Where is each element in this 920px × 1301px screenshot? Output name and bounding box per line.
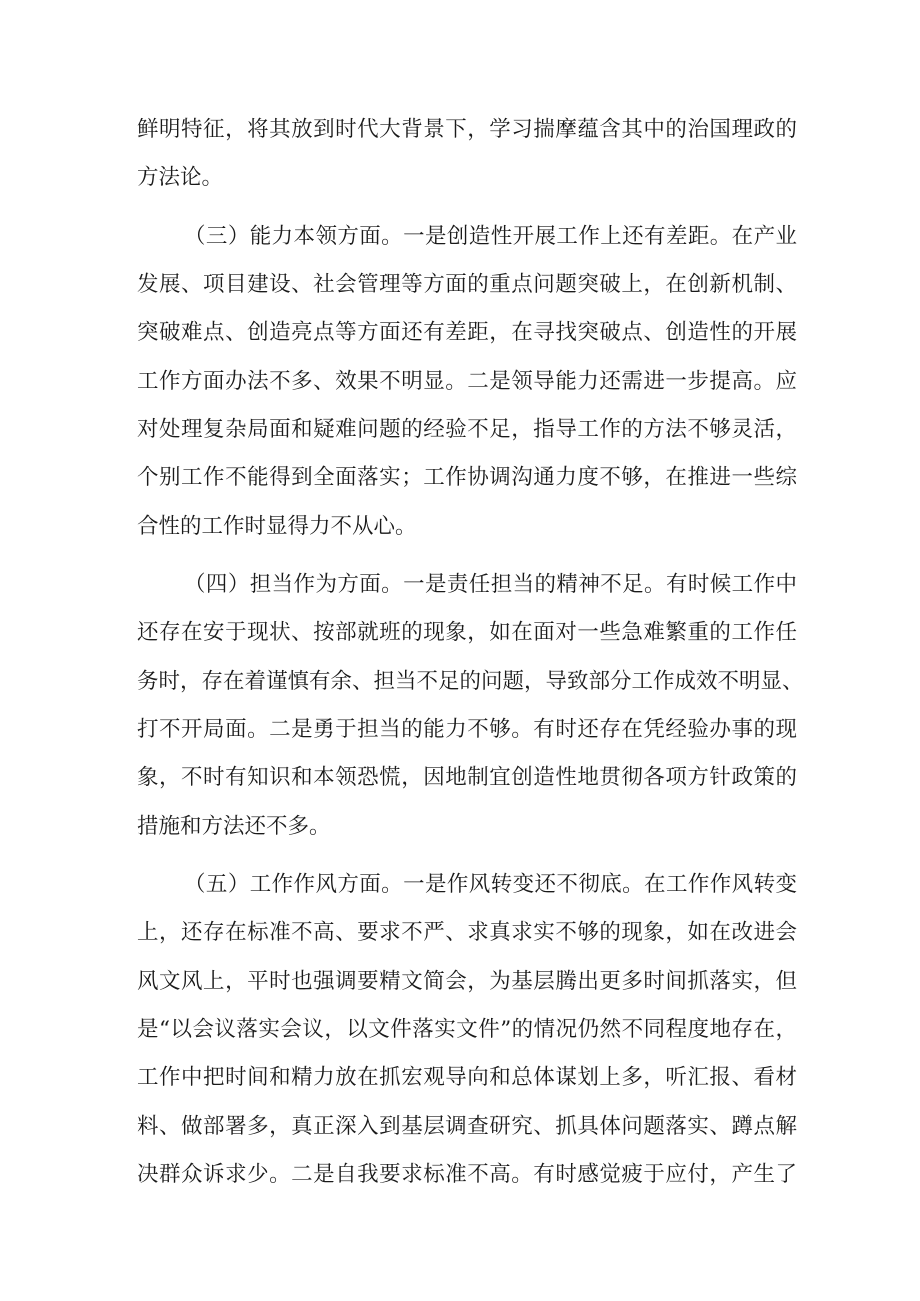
paragraph-line: 发展、项目建设、社会管理等方面的重点问题突破上，在创新机制、 [137,272,797,297]
paragraph-line: 个别工作不能得到全面落实；工作协调沟通力度不够，在推进一些综 [137,465,797,490]
paragraph-line: 工作中把时间和精力放在抓宏观导向和总体谋划上多，听汇报、看材 [137,1065,797,1090]
paragraph-line: 工作方面办法不多、效果不明显。二是领导能力还需进一步提高。应 [137,369,797,394]
paragraph-line: 还存在安于现状、按部就班的现象，如在面对一些急难繁重的工作任 [137,620,797,645]
paragraph-line: 打不开局面。二是勇于担当的能力不够。有时还存在凭经验办事的现 [137,717,797,742]
paragraph-line: 务时，存在着谨慎有余、担当不足的问题，导致部分工作成效不明显、 [137,669,804,694]
paragraph-line: 合性的工作时显得力不从心。 [137,514,417,539]
section-heading-line: （四）担当作为方面。一是责任担当的精神不足。有时候工作中 [184,572,797,597]
section-heading-line: （三）能力本领方面。一是创造性开展工作上还有差距。在产业 [184,224,797,249]
paragraph-line: 上，还存在标准不高、要求不严、求真求实不够的现象，如在改进会 [137,920,797,945]
paragraph-line: 是“以会议落实会议，以文件落实文件”的情况仍然不同程度地存在， [137,1017,797,1042]
paragraph-line: 决群众诉求少。二是自我要求标准不高。有时感觉疲于应付，产生了 [137,1162,797,1187]
paragraph-line: 措施和方法还不多。 [137,814,331,839]
paragraph-line: 风文风上，平时也强调要精文简会，为基层腾出更多时间抓落实，但 [137,969,797,994]
paragraph-line: 鲜明特征，将其放到时代大背景下，学习揣摩蕴含其中的治国理政的 [137,117,797,142]
paragraph-line: 突破难点、创造亮点等方面还有差距，在寻找突破点、创造性的开展 [137,320,797,345]
paragraph-line: 方法论。 [137,165,224,190]
paragraph-line: 象，不时有知识和本领恐慌，因地制宜创造性地贯彻各项方针政策的 [137,765,797,790]
paragraph-line: 料、做部署多，真正深入到基层调查研究、抓具体问题落实、蹲点解 [137,1114,797,1139]
section-heading-line: （五）工作作风方面。一是作风转变还不彻底。在工作作风转变 [184,872,797,897]
paragraph-line: 对处理复杂局面和疑难问题的经验不足，指导工作的方法不够灵活， [137,417,797,442]
